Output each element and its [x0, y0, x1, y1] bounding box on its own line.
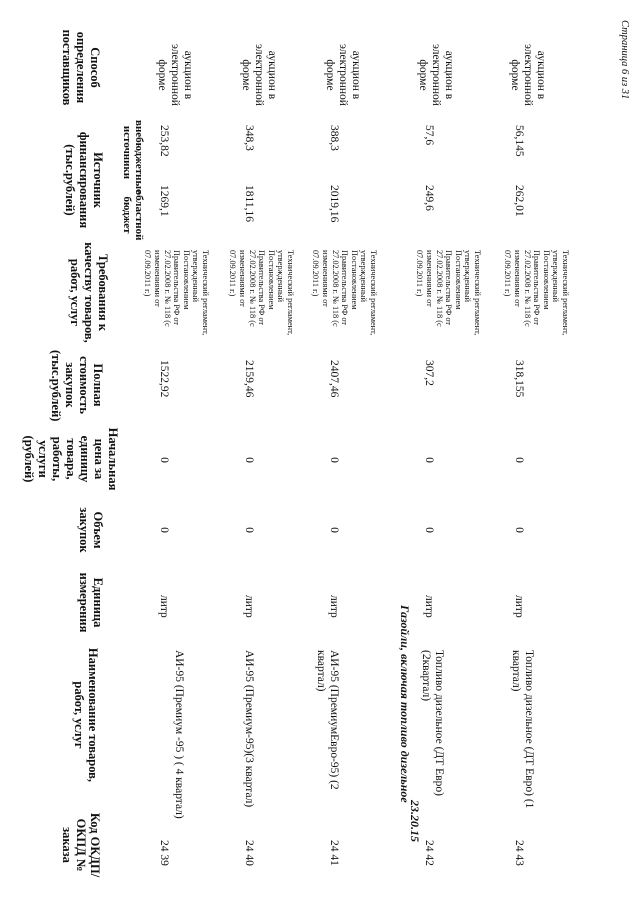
row-4-requirements: Технический регламент, утвержденный Постановлением Правительства РФ от 27.02.2008 г. № 118 (с изменениями от 07.09.2011 г.) [415, 250, 482, 336]
row-5-extra: 56,145 [513, 125, 525, 157]
row-5-requirements: Технический регламент, утвержденный Постановлением Правительства РФ от 27.02.2008 г. № 118 (с изменениями от 07.09.2011 г.) [503, 250, 570, 336]
row-5-unit: литр [513, 595, 525, 618]
row-2-method: аукцион в электронной форме [240, 44, 278, 106]
row-4-name: Топливо дизельное (ДТ Евро) (2квартал) [420, 650, 445, 796]
header-price: Начальная цена за единицу товара, работы, услуги (рублей) [22, 427, 120, 491]
row-2-requirements: Технический регламент, утвержденный Постановлением Правительства РФ от 27.02.2008 г. № 118 (с изменениями от 07.09.2011 г.) [228, 250, 295, 336]
row-5-price: 0 [513, 457, 525, 463]
row-5-name: Топливо дизельное (ДТ Евро) (1 квартал) [510, 650, 535, 809]
section-code: 23.20.15 [408, 800, 422, 842]
row-2-name: АИ-95 (Премиум-95)(3 квартал) [243, 650, 255, 808]
page-number: Страница 6 из 31 [619, 20, 630, 100]
row-3-total: 2407,46 [328, 360, 340, 398]
row-3-volume: 0 [328, 527, 340, 533]
row-1-regional: 1269,1 [158, 185, 170, 217]
row-1-volume: 0 [158, 527, 170, 533]
row-3-method: аукцион в электронной форме [324, 44, 362, 106]
header-volume: Объем закупок [77, 507, 105, 553]
row-3-regional: 2019,16 [328, 185, 340, 223]
row-1-unit: литр [158, 595, 170, 618]
header-method: Способ определения поставщиков [60, 29, 102, 106]
row-1-total: 1522,92 [158, 360, 170, 398]
header-funding: Источник финансирования (тыс.рублей) [63, 131, 105, 229]
row-3-code: 24 41 [328, 840, 340, 866]
row-2-price: 0 [243, 457, 255, 463]
header-unit: Единица измерения [77, 572, 105, 633]
header-name: Наименование товаров, работ, услуг [72, 647, 100, 783]
row-1-name: АИ-95 (Премиум -95 ) ( 4 квартал) [173, 650, 185, 819]
row-3-price: 0 [328, 457, 340, 463]
row-3-requirements: Технический регламент, утвержденный Постановлением Правительства РФ от 27.02.2008 г. № 118 (с изменениями от 07.09.2011 г.) [311, 250, 378, 336]
row-1-extra: 253,82 [158, 125, 170, 157]
row-2-extra: 348,3 [243, 125, 255, 151]
row-2-regional: 1811,16 [243, 185, 255, 222]
row-5-code: 24 43 [513, 840, 525, 866]
row-1-code: 24 39 [158, 840, 170, 866]
row-1-requirements: Технический регламент, утвержденный Постановлением Правительства РФ от 27.02.2008 г. № 118 (с изменениями от 07.09.2011 г.) [143, 250, 210, 336]
row-2-total: 2159,46 [243, 360, 255, 398]
header-code: Код ОКДП/ ОКПД № заказа [60, 812, 102, 878]
row-3-name: АИ-95 (ПремиумЕвро-95) (2 квартал) [315, 650, 340, 790]
row-4-regional: 249,6 [423, 185, 435, 211]
row-1-price: 0 [158, 457, 170, 463]
row-5-total: 318,155 [513, 360, 525, 398]
header-funding-extra: внебюджетные источники [121, 120, 145, 194]
row-4-code: 24 42 [423, 840, 435, 866]
header-requirements: Требования к качеству товаров, работ, услуг [68, 242, 110, 343]
header-funding-regional: областной бюджет [121, 189, 145, 241]
row-1-method: аукцион в электронной форме [156, 44, 194, 106]
row-4-volume: 0 [423, 527, 435, 533]
row-4-unit: литр [423, 595, 435, 618]
header-total: Полная стоимость закупок (тыс.рублей) [49, 350, 105, 422]
row-2-unit: литр [243, 595, 255, 618]
row-5-regional: 262,01 [513, 185, 525, 217]
row-4-total: 307,2 [423, 360, 435, 386]
row-4-price: 0 [423, 457, 435, 463]
row-4-method: аукцион в электронной форме [417, 44, 455, 106]
row-2-code: 24 40 [243, 840, 255, 866]
section-title: Газойли, включая топливо дизельное [398, 605, 412, 803]
row-5-method: аукцион в электронной форме [509, 44, 547, 106]
row-3-extra: 388,3 [328, 125, 340, 151]
row-4-extra: 57,6 [423, 125, 435, 146]
row-2-volume: 0 [243, 527, 255, 533]
row-5-volume: 0 [513, 527, 525, 533]
row-3-unit: литр [328, 595, 340, 618]
